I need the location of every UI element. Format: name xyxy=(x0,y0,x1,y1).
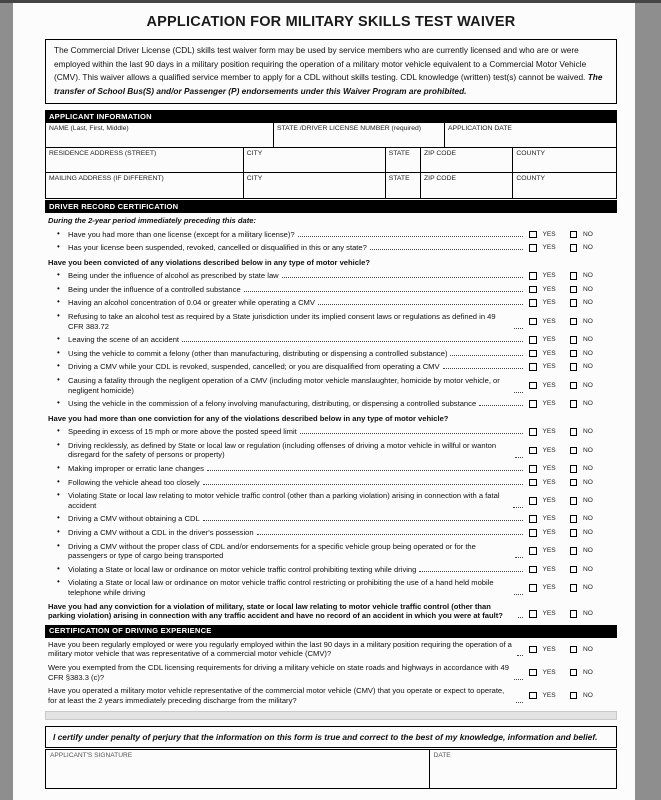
question-text: Having an alcohol concentration of 0.04 or greater while operating a CMV xyxy=(68,298,315,308)
question-text: Have you had any conviction for a violation of military, state or local law relating to motor vehicle traffic control (other than parking violation) arising in connection with any traffic accident and have no record of an accident in which you were at fault? xyxy=(48,601,503,621)
section-header-certification-of-driving-experience: CERTIFICATION OF DRIVING EXPERIENCE xyxy=(45,625,617,638)
question-text: Using the vehicle in the commission of a felony involving manufacturing, distributing, or dispensing a controlled substance xyxy=(68,399,477,409)
dotted-leader xyxy=(517,649,523,656)
no-label: NO xyxy=(583,317,593,325)
bullet-icon: • xyxy=(57,526,60,536)
field-zip-code[interactable] xyxy=(421,148,513,172)
no-checkbox[interactable] xyxy=(570,286,578,294)
yes-label: YES xyxy=(542,547,556,555)
yes-no-group xyxy=(529,285,617,295)
yes-label: YES xyxy=(542,565,556,573)
separator-row xyxy=(45,711,617,720)
field-label: STATE xyxy=(388,150,410,157)
no-checkbox[interactable] xyxy=(570,566,578,574)
field-county[interactable] xyxy=(513,173,616,198)
driving-experience-questions xyxy=(45,638,617,708)
yes-checkbox[interactable] xyxy=(529,529,537,537)
yes-label: YES xyxy=(542,691,556,699)
applicant-signature-label: APPLICANT'S SIGNATURE xyxy=(50,752,133,760)
question-text: Have you been regularly employed or were you regularly employed within the last 90 days in a military position requiring the operation of a military motor vehicle that was representative of a commercial motor vehicle (CMV)? xyxy=(48,639,512,659)
bullet-icon: • xyxy=(57,374,60,384)
no-checkbox[interactable] xyxy=(570,318,578,326)
question-text: Were you exempted from the CDL licensing requirements for driving a military vehicle on state roads and highways in accordance with 49 CFR §383.3 (c)? xyxy=(48,662,509,682)
field-label: ZIP CODE xyxy=(424,175,457,182)
bullet-icon: • xyxy=(57,334,60,344)
no-label: NO xyxy=(583,349,593,357)
yes-no-group xyxy=(529,362,617,372)
yes-label: YES xyxy=(542,336,556,344)
no-label: NO xyxy=(583,496,593,504)
no-label: NO xyxy=(583,478,593,486)
field-name-last-first-middle[interactable] xyxy=(46,123,274,147)
bullet-icon: • xyxy=(57,242,60,252)
field-label: ZIP CODE xyxy=(424,150,457,157)
no-label: NO xyxy=(583,565,593,573)
bullet-icon: • xyxy=(57,439,60,449)
field-label: COUNTY xyxy=(516,175,546,182)
question-row xyxy=(45,684,617,707)
field-label: COUNTY xyxy=(516,150,546,157)
dotted-leader xyxy=(207,464,523,471)
yes-label: YES xyxy=(542,428,556,436)
yes-checkbox[interactable] xyxy=(529,692,537,700)
no-checkbox[interactable] xyxy=(570,382,578,390)
yes-no-group xyxy=(529,271,617,281)
yes-no-group xyxy=(529,478,617,488)
dotted-leader xyxy=(514,322,523,329)
no-checkbox[interactable] xyxy=(570,299,578,307)
yes-label: YES xyxy=(542,381,556,389)
dotted-leader xyxy=(298,230,523,237)
field-state-driver-license-number-required[interactable] xyxy=(274,123,445,147)
question-row xyxy=(45,600,617,623)
no-label: NO xyxy=(583,400,593,408)
yes-label: YES xyxy=(542,299,556,307)
yes-no-group xyxy=(529,645,617,655)
no-label: NO xyxy=(583,584,593,592)
dotted-leader xyxy=(370,243,523,250)
field-residence-address-street[interactable] xyxy=(46,148,244,172)
no-checkbox[interactable] xyxy=(570,272,578,280)
question-text: Have you had more than one license (except for a military license)? xyxy=(68,229,295,239)
yes-checkbox[interactable] xyxy=(529,515,537,523)
yes-no-group xyxy=(529,565,617,575)
no-label: NO xyxy=(583,285,593,293)
driver-record-questions xyxy=(45,213,617,623)
yes-checkbox[interactable] xyxy=(529,584,537,592)
no-label: NO xyxy=(583,428,593,436)
dotted-leader xyxy=(318,298,523,305)
no-checkbox[interactable] xyxy=(570,363,578,371)
yes-no-group xyxy=(529,496,617,506)
question-row xyxy=(45,269,617,283)
yes-no-group xyxy=(529,243,617,253)
field-label: CITY xyxy=(246,175,263,182)
yes-no-group xyxy=(529,609,617,619)
yes-no-group xyxy=(529,464,617,474)
question-row xyxy=(45,638,617,661)
question-text: Driving recklessly, as defined by State or local law or regulation (including offenses of driving a motor vehicle in willful or wanton disregard for the safety of persons or property) xyxy=(68,440,497,460)
yes-label: YES xyxy=(542,446,556,454)
applicant-info-row xyxy=(46,148,616,173)
field-city[interactable] xyxy=(244,173,386,198)
bullet-icon: • xyxy=(57,297,60,307)
yes-checkbox[interactable] xyxy=(529,318,537,326)
yes-checkbox[interactable] xyxy=(529,299,537,307)
question-text: Making improper or erratic lane changes xyxy=(68,464,204,473)
yes-label: YES xyxy=(542,244,556,252)
signature-table xyxy=(45,749,617,789)
dotted-leader xyxy=(514,386,523,393)
no-label: NO xyxy=(583,299,593,307)
no-checkbox[interactable] xyxy=(570,428,578,436)
yes-checkbox[interactable] xyxy=(529,244,537,252)
yes-label: YES xyxy=(542,645,556,653)
no-label: NO xyxy=(583,381,593,389)
question-row xyxy=(45,374,617,397)
no-label: NO xyxy=(583,528,593,536)
field-label: NAME (Last, First, Middle) xyxy=(49,125,129,132)
bullet-icon: • xyxy=(57,513,60,523)
question-text: Driving a CMV while your CDL is revoked, suspended, cancelled; or you are disqualified from operating a CMV xyxy=(68,362,440,372)
yes-checkbox[interactable] xyxy=(529,547,537,555)
dotted-leader xyxy=(514,673,523,680)
bullet-icon: • xyxy=(57,563,60,573)
bullet-icon: • xyxy=(57,540,60,550)
yes-label: YES xyxy=(542,349,556,357)
no-checkbox[interactable] xyxy=(570,479,578,487)
field-state[interactable] xyxy=(386,173,421,198)
bullet-icon: • xyxy=(57,310,60,320)
dotted-leader xyxy=(182,335,523,342)
perjury-certification-statement: I certify under penalty of perjury that the information on this form is true and correct to the best of my knowledge, information and belief. xyxy=(45,726,617,748)
yes-checkbox[interactable] xyxy=(529,465,537,473)
question-row xyxy=(45,296,617,310)
question-row xyxy=(45,347,617,361)
yes-no-group xyxy=(529,230,617,240)
dotted-leader xyxy=(516,696,523,703)
no-checkbox[interactable] xyxy=(570,350,578,358)
bullet-icon: • xyxy=(57,270,60,280)
dotted-leader xyxy=(514,588,523,595)
question-text: Refusing to take an alcohol test as required by a State jurisdiction under its implied consent laws or regulations as defined in 49 CFR 383.72 xyxy=(68,311,496,331)
no-checkbox[interactable] xyxy=(570,584,578,592)
field-label: STATE /DRIVER LICENSE NUMBER (required) xyxy=(277,125,422,132)
bullet-icon: • xyxy=(57,490,60,500)
question-text: Has your license been suspended, revoked, cancelled or disqualified in this or any state? xyxy=(68,243,367,253)
field-application-date[interactable] xyxy=(445,123,616,147)
no-checkbox[interactable] xyxy=(570,497,578,505)
no-checkbox[interactable] xyxy=(570,692,578,700)
no-checkbox[interactable] xyxy=(570,465,578,473)
yes-checkbox[interactable] xyxy=(529,363,537,371)
question-row xyxy=(45,425,617,439)
yes-label: YES xyxy=(542,478,556,486)
no-label: NO xyxy=(583,515,593,523)
no-checkbox[interactable] xyxy=(570,400,578,408)
bullet-icon: • xyxy=(57,398,60,408)
yes-no-group xyxy=(529,317,617,327)
no-checkbox[interactable] xyxy=(570,447,578,455)
field-zip-code[interactable] xyxy=(421,173,513,198)
no-label: NO xyxy=(583,244,593,252)
question-row xyxy=(45,512,617,526)
question-text: Leaving the scene of an accident xyxy=(68,335,180,345)
yes-checkbox[interactable] xyxy=(529,382,537,390)
yes-checkbox[interactable] xyxy=(529,400,537,408)
yes-checkbox[interactable] xyxy=(529,272,537,280)
applicant-info-row xyxy=(46,123,616,148)
intro-paragraph xyxy=(45,39,617,104)
yes-label: YES xyxy=(542,230,556,238)
question-text: Causing a fatality through the negligent operation of a CMV (including motor vehicle manslaughter, homicide by motor vehicle, or negligent homicide) xyxy=(68,375,500,395)
yes-checkbox[interactable] xyxy=(529,336,537,344)
yes-label: YES xyxy=(542,668,556,676)
yes-no-group xyxy=(529,349,617,359)
no-checkbox[interactable] xyxy=(570,646,578,654)
question-group-heading: Have you had more than one conviction for any of the violations described below in any type of motor vehicle? xyxy=(48,413,449,423)
dotted-leader xyxy=(203,478,523,485)
question-row xyxy=(45,489,617,512)
question-row xyxy=(45,228,617,242)
yes-label: YES xyxy=(542,272,556,280)
question-text: Violating a State or local law or ordinance on motor vehicle traffic control restricting or prohibiting the use of a hand held mobile telephone while driving xyxy=(68,578,494,597)
section-header-applicant-information: APPLICANT INFORMATION xyxy=(45,110,617,123)
question-group-heading: During the 2-year period immediately preceding this date: xyxy=(48,216,257,225)
yes-no-group xyxy=(529,546,617,556)
yes-checkbox[interactable] xyxy=(529,610,537,618)
no-label: NO xyxy=(583,336,593,344)
yes-checkbox[interactable] xyxy=(529,447,537,455)
yes-checkbox[interactable] xyxy=(529,350,537,358)
yes-no-group xyxy=(529,298,617,308)
no-checkbox[interactable] xyxy=(570,610,578,618)
no-checkbox[interactable] xyxy=(570,529,578,537)
yes-no-group xyxy=(529,514,617,524)
question-row xyxy=(45,333,617,347)
applicant-signature-field[interactable] xyxy=(46,750,430,788)
yes-checkbox[interactable] xyxy=(529,286,537,294)
section-header-driver-record-certification: DRIVER RECORD CERTIFICATION xyxy=(45,200,617,213)
field-label: STATE xyxy=(388,175,410,182)
yes-checkbox[interactable] xyxy=(529,566,537,574)
question-text: Being under the influence of a controlled substance xyxy=(68,284,241,294)
question-row xyxy=(45,241,617,255)
yes-checkbox[interactable] xyxy=(529,428,537,436)
question-row xyxy=(45,563,617,577)
field-city[interactable] xyxy=(244,148,386,172)
question-row xyxy=(45,661,617,684)
yes-checkbox[interactable] xyxy=(529,497,537,505)
applicant-info-row xyxy=(46,173,616,198)
yes-label: YES xyxy=(542,584,556,592)
dotted-leader xyxy=(518,611,523,618)
signature-date-field[interactable] xyxy=(430,750,616,788)
bullet-icon: • xyxy=(57,283,60,293)
dotted-leader xyxy=(450,349,523,356)
no-label: NO xyxy=(583,691,593,699)
bullet-icon: • xyxy=(57,228,60,238)
question-text: Driving a CMV without the proper class of CDL and/or endorsements for a specific vehicle group being operated or for the passengers or type of cargo being transported xyxy=(68,541,476,561)
yes-label: YES xyxy=(542,610,556,618)
form-page xyxy=(13,3,635,800)
dotted-leader xyxy=(515,551,523,558)
dotted-leader xyxy=(443,362,523,369)
no-label: NO xyxy=(583,547,593,555)
question-text: Speeding in excess of 15 mph or more above the posted speed limit xyxy=(68,427,297,437)
no-checkbox[interactable] xyxy=(570,244,578,252)
dotted-leader xyxy=(257,528,523,535)
dotted-leader xyxy=(479,399,523,406)
bullet-icon: • xyxy=(57,463,60,472)
no-label: NO xyxy=(583,645,593,653)
yes-checkbox[interactable] xyxy=(529,669,537,677)
no-label: NO xyxy=(583,272,593,280)
no-label: NO xyxy=(583,363,593,371)
question-row xyxy=(45,576,617,599)
field-county[interactable] xyxy=(513,148,616,172)
question-text: Being under the influence of alcohol as prescribed by state law xyxy=(68,271,279,281)
bullet-icon: • xyxy=(57,347,60,357)
no-label: NO xyxy=(583,465,593,472)
dotted-leader xyxy=(282,271,523,278)
no-label: NO xyxy=(583,610,593,618)
no-checkbox[interactable] xyxy=(570,669,578,677)
question-text: Violating State or local law relating to motor vehicle traffic control (other than a parking violation) arising in connection with a fatal accident xyxy=(68,491,500,510)
yes-no-group xyxy=(529,399,617,409)
field-state[interactable] xyxy=(386,148,421,172)
question-row xyxy=(45,360,617,374)
bullet-icon: • xyxy=(57,577,60,587)
no-checkbox[interactable] xyxy=(570,547,578,555)
no-checkbox[interactable] xyxy=(570,515,578,523)
intro-prohibition-text: The transfer of School Bus(S) and/or Passenger (P) endorsements under this Waiver Program are prohibited. xyxy=(54,72,603,96)
question-row xyxy=(45,439,617,462)
dotted-leader xyxy=(515,451,523,458)
form-body xyxy=(45,3,617,789)
yes-label: YES xyxy=(542,465,556,472)
field-label: RESIDENCE ADDRESS (STREET) xyxy=(49,150,157,157)
yes-label: YES xyxy=(542,317,556,325)
question-group-heading: Have you been convicted of any violations described below in any type of motor vehicle? xyxy=(48,257,370,267)
no-checkbox[interactable] xyxy=(570,231,578,239)
yes-no-group xyxy=(529,668,617,678)
yes-no-group xyxy=(529,583,617,593)
bullet-icon: • xyxy=(57,361,60,371)
question-text: Violating a State or local law or ordinance on motor vehicle traffic control prohibiting texting while driving xyxy=(68,564,417,574)
question-row xyxy=(45,540,617,563)
bullet-icon: • xyxy=(57,476,60,486)
signature-date-label: DATE xyxy=(433,752,451,760)
question-text: Using the vehicle to commit a felony (other than manufacturing, distributing or dispensing a controlled substance) xyxy=(68,348,448,358)
yes-label: YES xyxy=(542,363,556,371)
question-row xyxy=(45,310,617,333)
question-row xyxy=(45,397,617,411)
yes-checkbox[interactable] xyxy=(529,646,537,654)
yes-label: YES xyxy=(542,496,556,504)
form-title: APPLICATION FOR MILITARY SKILLS TEST WAIVER xyxy=(146,14,516,30)
dotted-leader xyxy=(300,427,523,434)
question-text: Driving a CMV without obtaining a CDL xyxy=(68,514,200,524)
field-label: APPLICATION DATE xyxy=(448,125,512,132)
intro-text: The Commercial Driver License (CDL) skills test waiver form may be used by service members who are currently licensed and who are or were employed within the last 90 days in a military position requiring the operation of a military motor vehicle equivalent to a Commercial Motor Vehicle (CMV). This waiver allows a qualified service member to apply for a CDL without skills testing. CDL knowledge (written) test(s) cannot be waived. xyxy=(54,45,587,82)
yes-label: YES xyxy=(542,528,556,536)
applicant-information-table xyxy=(45,123,617,199)
no-label: NO xyxy=(583,230,593,238)
yes-label: YES xyxy=(542,400,556,408)
yes-checkbox[interactable] xyxy=(529,231,537,239)
yes-no-group xyxy=(529,335,617,345)
yes-no-group xyxy=(529,691,617,701)
dotted-leader xyxy=(419,565,523,572)
yes-checkbox[interactable] xyxy=(529,479,537,487)
dotted-leader xyxy=(203,514,523,521)
question-text: Have you operated a military motor vehicle representative of the commercial motor vehicle (CMV) that you operate or expect to operate, for at least the 2 years immediately preceding discharge from the military? xyxy=(48,686,505,705)
question-row xyxy=(45,476,617,490)
yes-label: YES xyxy=(542,515,556,523)
field-mailing-address-if-different[interactable] xyxy=(46,173,244,198)
yes-no-group xyxy=(529,381,617,391)
question-row xyxy=(45,526,617,540)
field-label: MAILING ADDRESS (IF DIFFERENT) xyxy=(49,175,164,182)
yes-no-group xyxy=(529,427,617,437)
question-row xyxy=(45,283,617,297)
no-label: NO xyxy=(583,446,593,454)
yes-no-group xyxy=(529,446,617,456)
no-checkbox[interactable] xyxy=(570,336,578,344)
dotted-leader xyxy=(244,285,523,292)
yes-no-group xyxy=(529,528,617,538)
question-text: Driving a CMV without a CDL in the driver's possession xyxy=(68,527,254,537)
yes-label: YES xyxy=(542,285,556,293)
field-label: CITY xyxy=(246,150,263,157)
question-row xyxy=(45,462,617,476)
bullet-icon: • xyxy=(57,426,60,436)
question-text: Following the vehicle ahead too closely xyxy=(68,477,200,487)
no-label: NO xyxy=(583,668,593,676)
dotted-leader xyxy=(513,501,523,508)
